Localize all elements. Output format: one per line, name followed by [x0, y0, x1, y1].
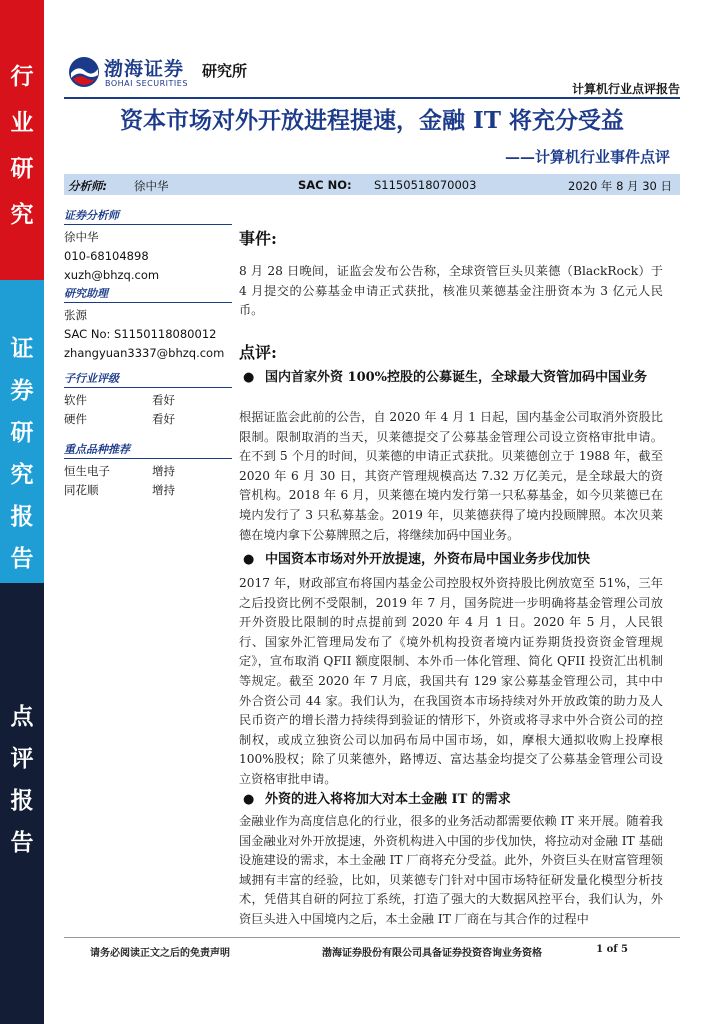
key-stock-picks — [64, 441, 232, 500]
bullet-heading — [239, 368, 663, 387]
sidebar-char: 究 — [10, 201, 34, 228]
bullet-heading-text: 外资的进入将将加大对本土金融 IT 的需求 — [265, 792, 511, 807]
assistant-info — [64, 285, 232, 363]
bohai-logo-icon — [68, 56, 100, 88]
sidebar-char: 告 — [10, 545, 34, 572]
stock-name: 恒生电子 — [64, 464, 110, 478]
sidebar-char: 研 — [10, 419, 34, 446]
stock-rating: 增持 — [152, 483, 175, 497]
sidebar-comment-report — [0, 583, 44, 1024]
comment-heading: 点评: — [239, 343, 277, 362]
analyst-section-title: 证券分析师 — [64, 207, 232, 225]
analyst-name: 徐中华 — [64, 230, 99, 244]
rating-industry: 硬件 — [64, 412, 87, 426]
logo-chinese-name: 渤海证券 — [104, 58, 185, 80]
stock-rating: 增持 — [152, 464, 175, 478]
sub-industry-rating — [64, 370, 232, 429]
event-text: 8 月 28 日晚间，证监会发布公告称，全球资管巨头贝莱德（BlackRock）于 4 月提交的公募基金申请正式获批，核准贝莱德基金注册资本为 3 亿元人民币。 — [239, 264, 663, 318]
analyst-phone: 010-68104898 — [64, 249, 149, 263]
footer-company: 渤海证券股份有限公司具备证券投资咨询业务资格 — [322, 948, 542, 959]
analyst-bar — [64, 174, 680, 195]
page-number: 1 of 5 — [596, 944, 628, 955]
bullet-icon: ● — [243, 792, 255, 807]
sidebar-char: 报 — [10, 787, 34, 814]
sac-label: SAC NO: — [298, 178, 352, 192]
report-type: 计算机行业点评报告 — [571, 82, 680, 96]
sidebar-char: 行 — [10, 63, 34, 90]
assistant-name: 张源 — [64, 308, 87, 322]
bullet-heading-text: 国内首家外资 100%控股的公募诞生，全球最大资管加码中国业务 — [265, 370, 648, 385]
sidebar-char: 评 — [10, 745, 34, 772]
rating-value: 看好 — [152, 412, 175, 426]
stock-row — [64, 481, 232, 500]
analyst-label: 分析师: — [68, 179, 108, 193]
sidebar-char: 报 — [10, 503, 34, 530]
rating-section-title: 子行业评级 — [64, 370, 232, 388]
page-subtitle: ——计算机行业事件点评 — [504, 148, 670, 166]
logo-suffix: 研究所 — [202, 62, 248, 80]
assistant-section-title: 研究助理 — [64, 285, 232, 303]
event-heading: 事件: — [239, 229, 277, 248]
logo-english-name: BOHAI SECURITIES — [105, 79, 188, 88]
sidebar-industry-research — [0, 0, 44, 280]
company-logo — [68, 54, 300, 94]
bullet-heading-text: 中国资本市场对外开放提速，外资布局中国业务步伐加快 — [265, 552, 591, 567]
footer-disclaimer: 请务必阅读正文之后的免责声明 — [90, 948, 230, 959]
stock-row — [64, 462, 232, 481]
bullet-heading — [239, 550, 663, 569]
bullet-icon: ● — [243, 552, 255, 567]
sidebar-char: 究 — [10, 461, 34, 488]
sac-number: S1150518070003 — [374, 178, 477, 192]
page-title: 资本市场对外开放进程提速，金融 IT 将充分受益 — [120, 107, 624, 134]
sidebar-char: 告 — [10, 829, 34, 856]
assistant-email: zhangyuan3337@bhzq.com — [64, 346, 225, 360]
stocks-section-title: 重点品种推荐 — [64, 441, 232, 459]
rating-row — [64, 410, 232, 429]
sidebar-char: 研 — [10, 155, 34, 182]
sidebar-char: 点 — [10, 703, 34, 730]
bullet-paragraph: 金融业作为高度信息化的行业，很多的业务活动都需要依赖 IT 来开展。随着我国金融业对外开放提速，外资机构进入中国的步伐加快，将拉动对金融 IT 基础设施建设的需求，本土金融 IT 厂商将充分受益。此外，外资巨头在财富管理领域拥有丰富的经验，比如，贝莱德专门针对中国市场特征研发量化模型分析技术，凭借其自研的阿拉丁系统，打造了强大的大数据风控平台，我们认为，外资巨头进入中国境内之后，本土金融 IT 厂商在与其合作的过程中 — [239, 814, 663, 926]
sidebar-char: 证 — [10, 335, 34, 362]
bullet-paragraph: 2017 年，财政部宣布将国内基金公司控股权外资持股比例放宽至 51%，三年之后投资比例不受限制，2019 年 7 月，国务院进一步明确将基金管理公司放开外资股比限制的时点提前到 2020 年 4 月 1 日。2020 年 5 月，人民银行、国家外汇管理局发布了《境外机构投资者境内证券期货投资资金管理规定》，宣布取消 QFII 额度限制、本外币一体化管理、简化 QFII 投资汇出机制等规定。截至 2020 年 7 月底，我国共有 129 家公募基金管理公司，其中中外合资公司 44 家。我们认为，在我国资本市场持续对外开放政策的助力及人民币资产的增长潜力持续得到验证的情形下，外资或将寻求中外合资公司的控制权，或成立独资公司以加码布局中国市场，如，摩根大通拟收购上投摩根 100%股权；除了贝莱德外，路博迈、富达基金均提交了公募基金管理公司设立资格审批申请。 — [239, 576, 663, 786]
stock-name: 同花顺 — [64, 483, 99, 497]
analyst-info — [64, 207, 232, 285]
bullet-paragraph: 根据证监会此前的公告，自 2020 年 4 月 1 日起，国内基金公司取消外资股比限制。限制取消的当天，贝莱德提交了公募基金管理公司设立资格审批申请。在不到 5 个月的时间，贝莱德的申请正式获批。贝莱德创立于 1988 年，截至 2020 年 6 月 30 日，其资产管理规模高达 7.32 万亿美元，是全球最大的资管机构。2018 年 6 月，贝莱德在境内发行第一只私募基金，如今贝莱德已在境内发行了 3 只私募基金。2019 年，贝莱德获得了境内投顾牌照。本次贝莱德在境内拿下公募牌照之后，将继续加码中国业务。 — [239, 410, 663, 542]
rating-value: 看好 — [152, 393, 175, 407]
bullet-icon: ● — [243, 370, 255, 385]
assistant-sac: SAC No: S1150118080012 — [64, 327, 217, 341]
sidebar-char: 券 — [10, 377, 34, 404]
rating-industry: 软件 — [64, 393, 87, 407]
bullet-heading — [239, 790, 663, 809]
sidebar-securities-report — [0, 280, 44, 583]
sidebar-char: 业 — [10, 109, 34, 136]
analyst-email: xuzh@bhzq.com — [64, 268, 160, 282]
report-date: 2020 年 8 月 30 日 — [568, 179, 672, 193]
footer-divider — [64, 937, 680, 938]
header-divider — [64, 97, 680, 99]
analyst-name: 徐中华 — [134, 179, 169, 193]
rating-row — [64, 391, 232, 410]
